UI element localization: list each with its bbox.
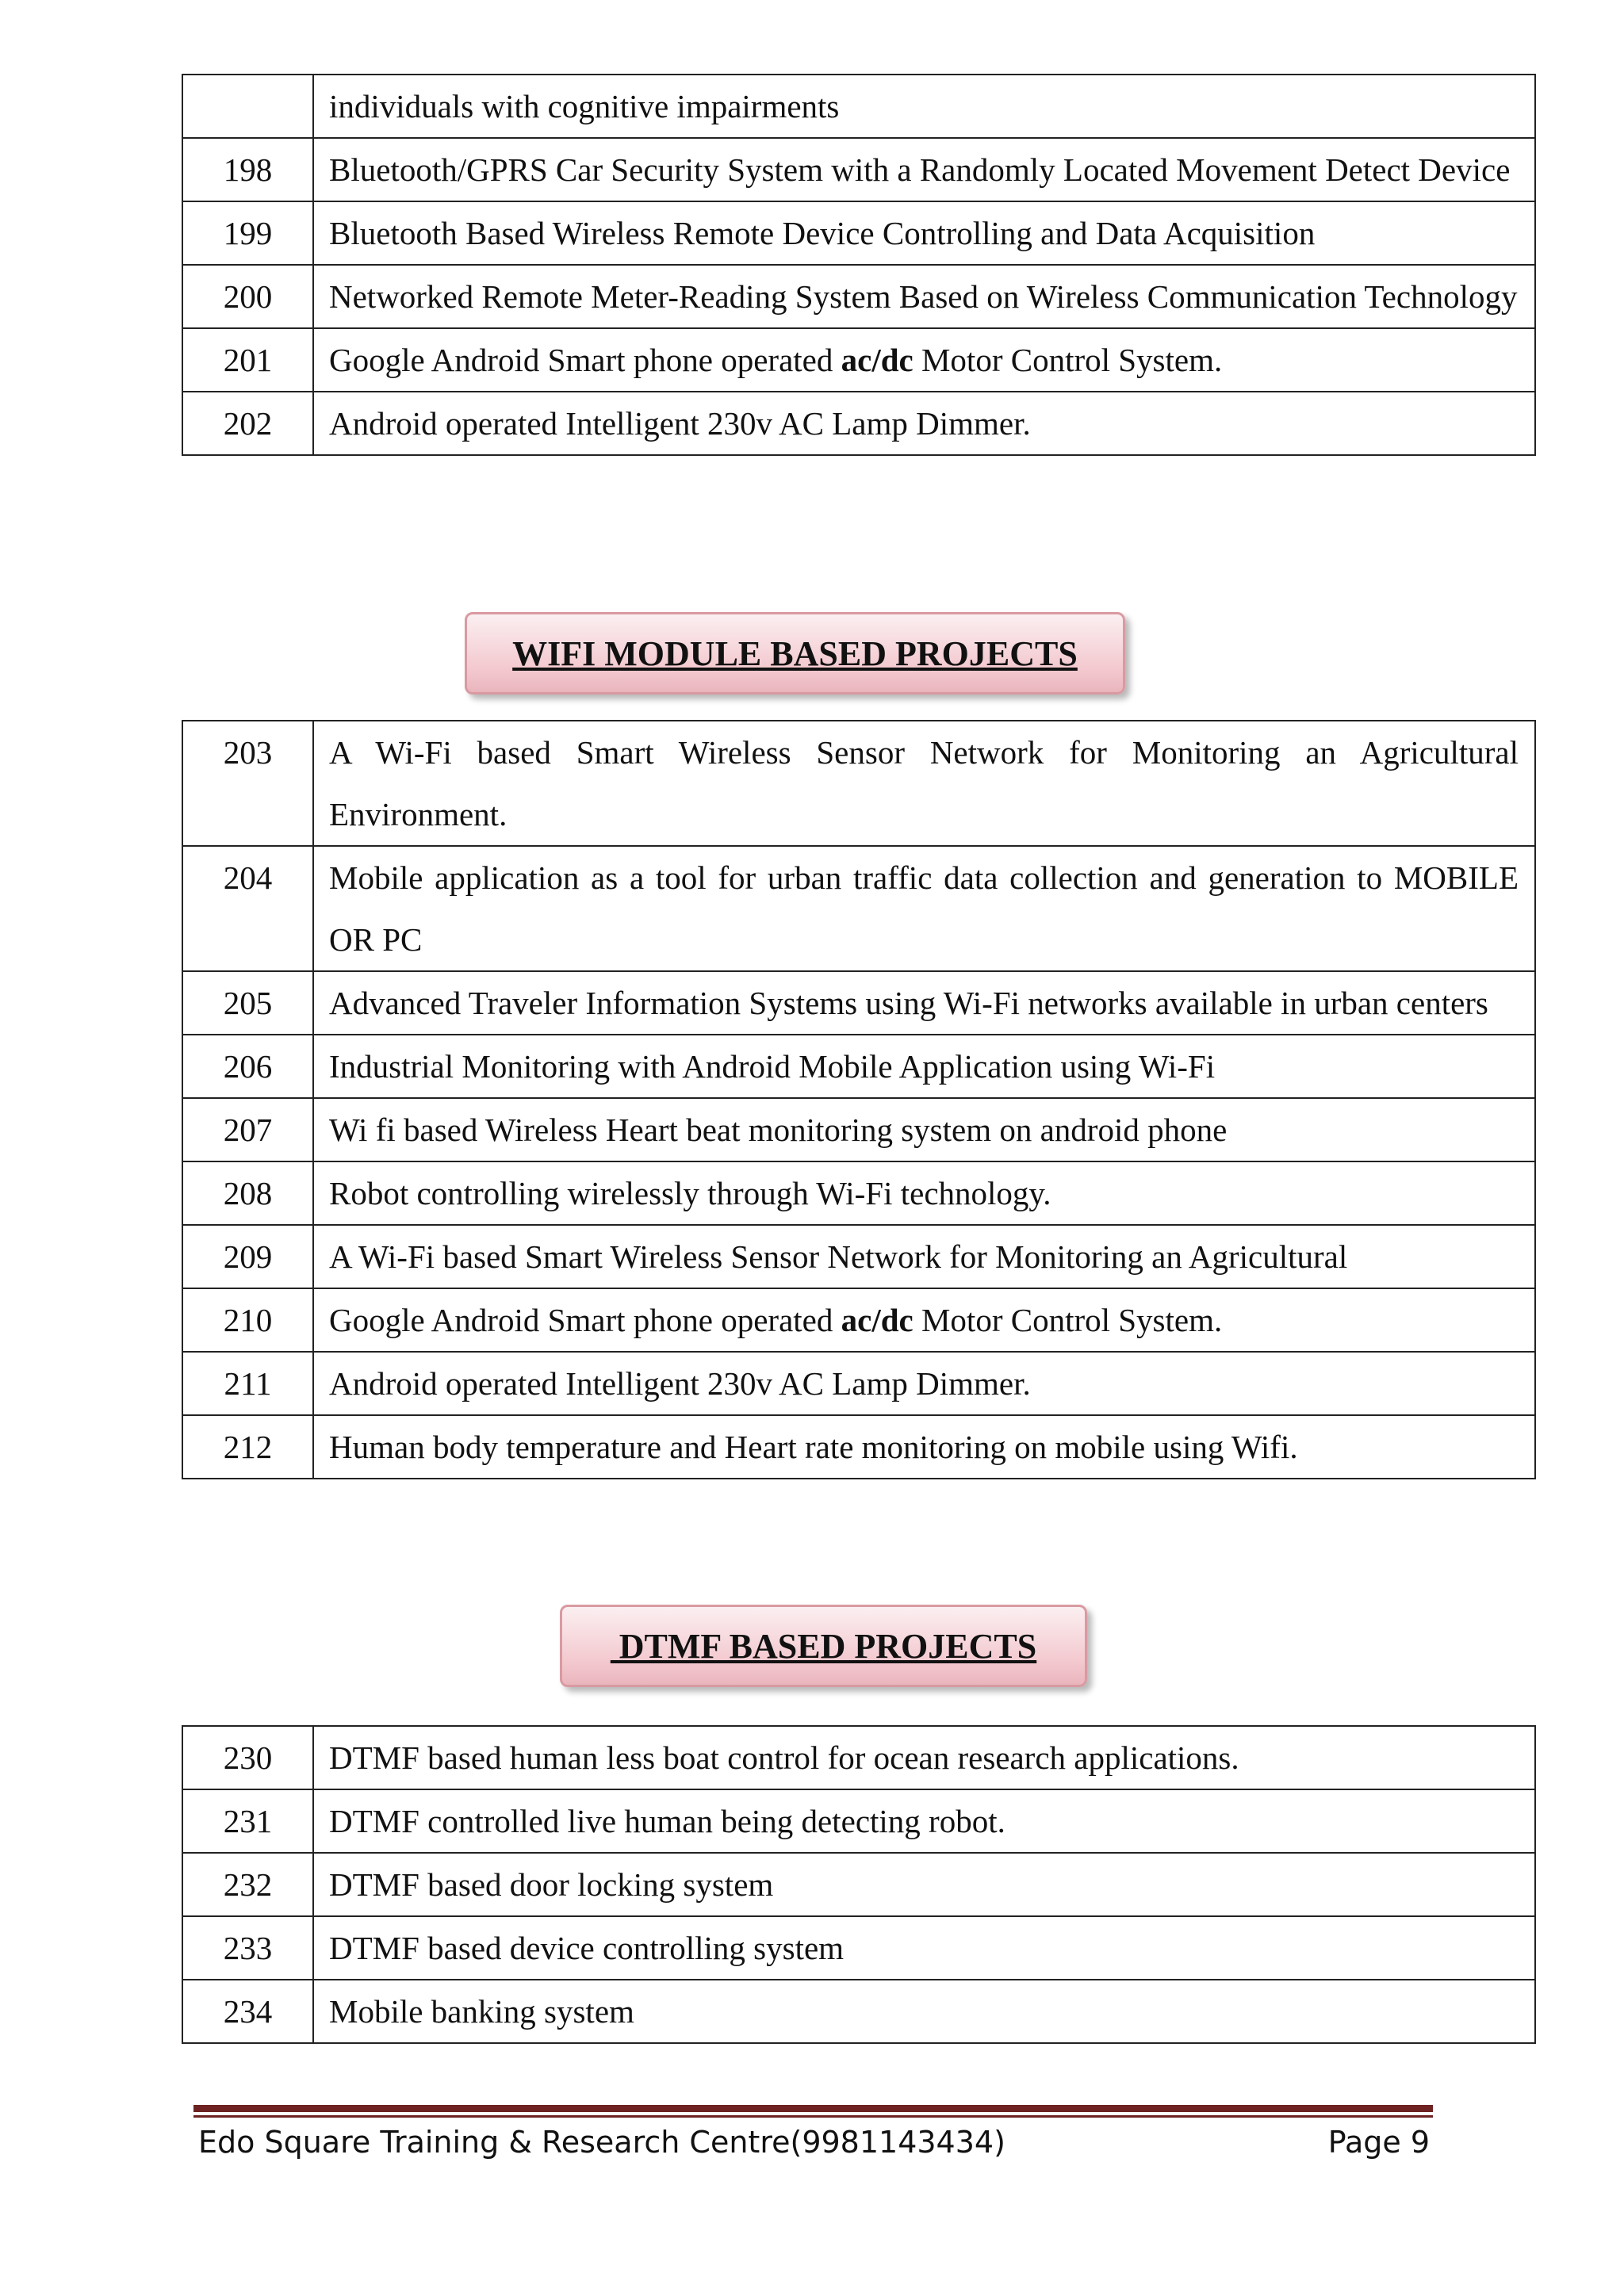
table-row bbox=[182, 1853, 1535, 1916]
table-row bbox=[182, 1916, 1535, 1980]
project-title-text: Mobile banking system bbox=[329, 1993, 634, 2030]
project-title-text: Motor Control System. bbox=[913, 1302, 1223, 1338]
project-number: 200 bbox=[182, 265, 313, 328]
project-title bbox=[313, 1288, 1535, 1352]
project-number: 210 bbox=[182, 1288, 313, 1352]
table-row bbox=[182, 265, 1535, 328]
projects-table-continued bbox=[182, 74, 1536, 456]
project-title-text: Bluetooth/GPRS Car Security System with a Randomly Located Movement Detect Device bbox=[329, 151, 1511, 188]
project-number: 201 bbox=[182, 328, 313, 392]
table-row bbox=[182, 201, 1535, 265]
project-title bbox=[313, 1726, 1535, 1789]
project-title bbox=[313, 846, 1535, 971]
table-row bbox=[182, 1035, 1535, 1098]
project-title bbox=[313, 721, 1535, 846]
project-title bbox=[313, 328, 1535, 392]
table-row bbox=[182, 1726, 1535, 1789]
project-title bbox=[313, 1789, 1535, 1853]
project-number: 232 bbox=[182, 1853, 313, 1916]
project-title-bold: ac/dc bbox=[841, 342, 914, 378]
table-row bbox=[182, 1352, 1535, 1415]
project-title bbox=[313, 75, 1535, 138]
project-title-text: DTMF based human less boat control for ocean research applications. bbox=[329, 1739, 1239, 1776]
project-number bbox=[182, 75, 313, 138]
project-title bbox=[313, 1415, 1535, 1479]
project-number: 202 bbox=[182, 392, 313, 455]
wifi-section-heading-box bbox=[465, 612, 1125, 695]
wifi-section-title: WIFI MODULE BASED PROJECTS bbox=[512, 633, 1078, 673]
table-row bbox=[182, 846, 1535, 971]
project-title bbox=[313, 1035, 1535, 1098]
project-number: 211 bbox=[182, 1352, 313, 1415]
project-title-text: DTMF based door locking system bbox=[329, 1866, 774, 1903]
project-number: 204 bbox=[182, 846, 313, 971]
wifi-projects-table bbox=[182, 720, 1536, 1479]
project-title-text: Human body temperature and Heart rate monitoring on mobile using Wifi. bbox=[329, 1429, 1298, 1465]
project-number: 199 bbox=[182, 201, 313, 265]
table-row bbox=[182, 1225, 1535, 1288]
project-number: 205 bbox=[182, 971, 313, 1035]
project-number: 206 bbox=[182, 1035, 313, 1098]
project-title-text: Bluetooth Based Wireless Remote Device Controlling and Data Acquisition bbox=[329, 215, 1316, 251]
table-row bbox=[182, 1789, 1535, 1853]
project-title bbox=[313, 1352, 1535, 1415]
project-number: 208 bbox=[182, 1161, 313, 1225]
project-number: 231 bbox=[182, 1789, 313, 1853]
table-row bbox=[182, 1415, 1535, 1479]
dtmf-section-heading-box bbox=[560, 1605, 1087, 1687]
project-title-text: Motor Control System. bbox=[913, 342, 1223, 378]
footer-page-number: Page 9 bbox=[1327, 2125, 1430, 2160]
project-title bbox=[313, 265, 1535, 328]
footer-rule bbox=[193, 2105, 1433, 2112]
project-title-text: A Wi-Fi based Smart Wireless Sensor Network for Monitoring an Agricultural bbox=[329, 1238, 1348, 1275]
project-title bbox=[313, 1853, 1535, 1916]
project-title-text: DTMF controlled live human being detecting robot. bbox=[329, 1803, 1005, 1839]
table-row bbox=[182, 1161, 1535, 1225]
table-row bbox=[182, 328, 1535, 392]
project-title-text: Wi fi based Wireless Heart beat monitoring system on android phone bbox=[329, 1112, 1228, 1148]
project-number: 209 bbox=[182, 1225, 313, 1288]
table-row bbox=[182, 1098, 1535, 1161]
project-title bbox=[313, 1098, 1535, 1161]
project-title bbox=[313, 201, 1535, 265]
project-title bbox=[313, 1916, 1535, 1980]
project-title-text: DTMF based device controlling system bbox=[329, 1930, 845, 1966]
project-title-text: Android operated Intelligent 230v AC Lamp Dimmer. bbox=[329, 1365, 1031, 1402]
table-row bbox=[182, 392, 1535, 455]
project-title-text: individuals with cognitive impairments bbox=[329, 88, 840, 124]
dtmf-section-title: DTMF BASED PROJECTS bbox=[610, 1626, 1037, 1666]
project-title bbox=[313, 138, 1535, 201]
project-title bbox=[313, 392, 1535, 455]
project-number: 234 bbox=[182, 1980, 313, 2043]
project-title bbox=[313, 1225, 1535, 1288]
project-title-text: Google Android Smart phone operated bbox=[329, 1302, 841, 1338]
project-title-text: Networked Remote Meter-Reading System Based on Wireless Communication Technology bbox=[329, 278, 1518, 315]
project-title bbox=[313, 971, 1535, 1035]
project-title-text: A Wi-Fi based Smart Wireless Sensor Network for Monitoring an Agricultural Environment. bbox=[329, 734, 1519, 832]
project-title bbox=[313, 1161, 1535, 1225]
project-title-text: Advanced Traveler Information Systems using Wi-Fi networks available in urban centers bbox=[329, 985, 1488, 1021]
project-title-text: Google Android Smart phone operated bbox=[329, 342, 841, 378]
project-title-text: Android operated Intelligent 230v AC Lamp Dimmer. bbox=[329, 405, 1031, 442]
footer-left-text: Edo Square Training & Research Centre(9981143434) bbox=[198, 2125, 1005, 2160]
project-title bbox=[313, 1980, 1535, 2043]
project-number: 207 bbox=[182, 1098, 313, 1161]
table-row bbox=[182, 75, 1535, 138]
project-title-text: Mobile application as a tool for urban traffic data collection and generation to MOBILE OR PC bbox=[329, 859, 1519, 958]
table-row bbox=[182, 971, 1535, 1035]
table-row bbox=[182, 1980, 1535, 2043]
table-row bbox=[182, 721, 1535, 846]
project-number: 203 bbox=[182, 721, 313, 846]
dtmf-projects-table bbox=[182, 1725, 1536, 2044]
table-row bbox=[182, 138, 1535, 201]
project-number: 230 bbox=[182, 1726, 313, 1789]
project-title-bold: ac/dc bbox=[841, 1302, 914, 1338]
project-number: 212 bbox=[182, 1415, 313, 1479]
project-title-text: Robot controlling wirelessly through Wi-Fi technology. bbox=[329, 1175, 1051, 1211]
project-number: 198 bbox=[182, 138, 313, 201]
project-number: 233 bbox=[182, 1916, 313, 1980]
table-row bbox=[182, 1288, 1535, 1352]
project-title-text: Industrial Monitoring with Android Mobile Application using Wi-Fi bbox=[329, 1048, 1216, 1085]
